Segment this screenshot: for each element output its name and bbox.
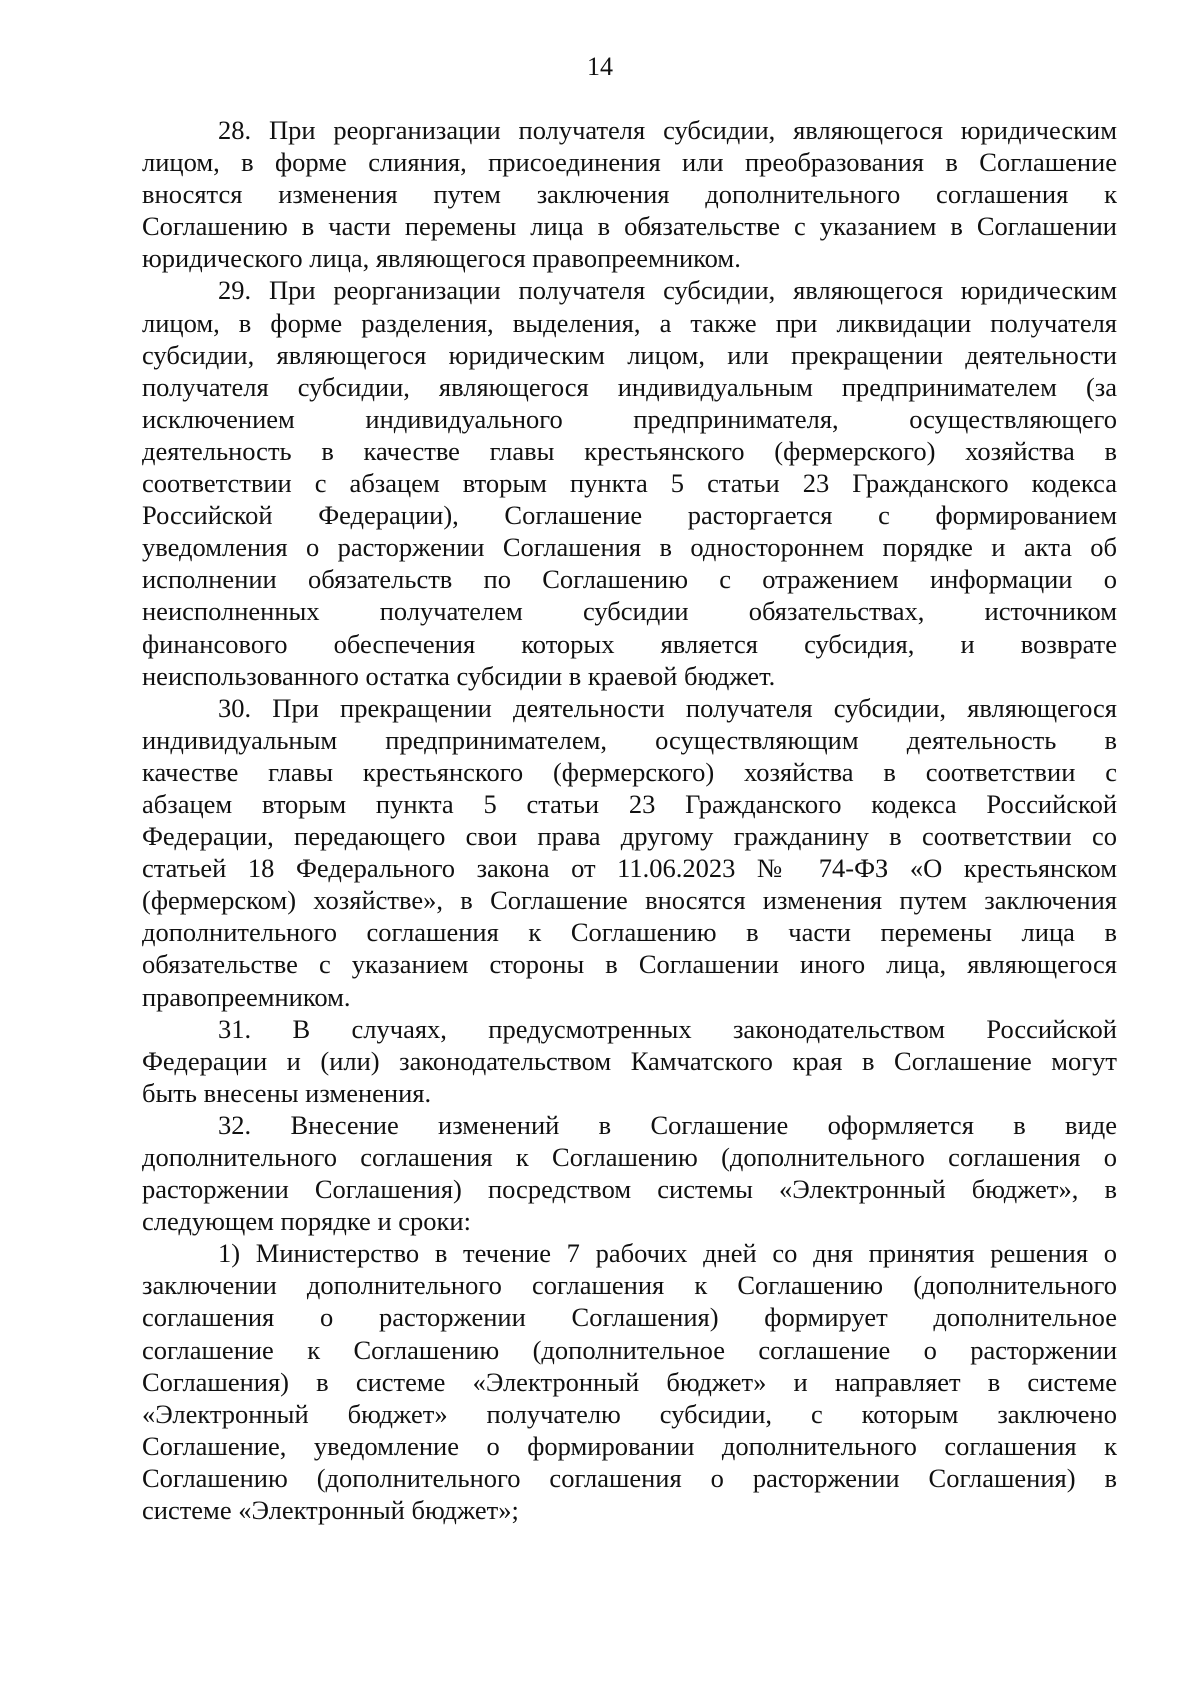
text-line: получателя субсидии, являющегося индивидуальным предпринимателем (за (142, 371, 1117, 402)
text-line: соответствии с абзацем вторым пункта 5 статьи 23 Гражданского кодекса (142, 468, 1117, 499)
text-line: «Электронный бюджет» получателю субсидии, с которым заключено (142, 1398, 1117, 1429)
text-line: субсидии, являющегося юридическим лицом, или прекращении деятельности (142, 339, 1117, 370)
text-line: юридического лица, являющегося правопреемником. (142, 243, 741, 274)
text-line: лицом, в форме слияния, присоединения или преобразования в Соглашение (142, 147, 1117, 178)
text-line: Соглашению в части перемены лица в обязательстве с указанием в Соглашении (142, 211, 1117, 242)
paragraph-first-line: 29. При реорганизации получателя субсидии, являющегося юридическим (218, 275, 1117, 306)
text-line: Соглашению (дополнительного соглашения о расторжении Соглашения) в (142, 1462, 1117, 1493)
paragraph-first-line: 30. При прекращении деятельности получателя субсидии, являющегося (218, 692, 1117, 723)
text-line: обязательстве с указанием стороны в Соглашении иного лица, являющегося (142, 949, 1117, 980)
text-line: расторжении Соглашения) посредством системы «Электронный бюджет», в (142, 1174, 1117, 1205)
text-line: Федерации, передающего свои права другому гражданину в соответствии со (142, 821, 1117, 852)
text-line: исключением индивидуального предпринимателя, осуществляющего (142, 403, 1117, 434)
text-line: следующем порядке и сроки: (142, 1206, 471, 1237)
text-line: Российской Федерации), Соглашение расторгается с формированием (142, 500, 1117, 531)
text-line: качестве главы крестьянского (фермерского) хозяйства в соответствии с (142, 756, 1117, 787)
text-line: системе «Электронный бюджет»; (142, 1495, 519, 1526)
text-line: дополнительного соглашения к Соглашению в части перемены лица в (142, 917, 1117, 948)
text-line: уведомления о расторжении Соглашения в одностороннем порядке и акта об (142, 532, 1117, 563)
document-body (142, 114, 1117, 1526)
paragraph-first-line: 1) Министерство в течение 7 рабочих дней со дня принятия решения о (218, 1238, 1117, 1269)
page-number: 14 (587, 52, 613, 81)
text-line: Соглашение, уведомление о формировании дополнительного соглашения к (142, 1430, 1117, 1461)
paragraph-first-line: 31. В случаях, предусмотренных законодательством Российской (218, 1013, 1117, 1044)
paragraph-first-line: 32. Внесение изменений в Соглашение оформляется в виде (218, 1109, 1117, 1140)
text-line: дополнительного соглашения к Соглашению (дополнительного соглашения о (142, 1142, 1117, 1172)
text-line: Соглашения) в системе «Электронный бюджет» и направляет в системе (142, 1366, 1117, 1397)
text-line: индивидуальным предпринимателем, осуществляющим деятельность в (142, 724, 1117, 755)
text-line: абзацем вторым пункта 5 статьи 23 Гражданского кодекса Российской (142, 788, 1117, 819)
text-line: неисполненных получателем субсидии обязательствах, источником (142, 596, 1117, 627)
text-line: исполнении обязательств по Соглашению с отражением информации о (142, 564, 1117, 595)
text-line: быть внесены изменения. (142, 1077, 432, 1108)
paragraph-first-line: 28. При реорганизации получателя субсидии, являющегося юридическим (218, 115, 1117, 145)
text-line: соглашения о расторжении Соглашения) формирует дополнительное (142, 1302, 1117, 1333)
text-line: финансового обеспечения которых является субсидия, и возврате (142, 628, 1117, 659)
text-line: деятельность в качестве главы крестьянского (фермерского) хозяйства в (142, 435, 1117, 466)
text-line: заключении дополнительного соглашения к Соглашению (дополнительного (142, 1270, 1117, 1301)
text-line: (фермерском) хозяйстве», в Соглашение вносятся изменения путем заключения (142, 885, 1117, 916)
text-line: статьей 18 Федерального закона от 11.06.2023 № 74-ФЗ «О крестьянском (142, 853, 1117, 884)
text-line: правопреемником. (142, 981, 351, 1012)
text-line: соглашение к Соглашению (дополнительное соглашение о расторжении (142, 1334, 1117, 1365)
text-line: лицом, в форме разделения, выделения, а также при ликвидации получателя (142, 307, 1117, 338)
text-line: Федерации и (или) законодательством Камчатского края в Соглашение могут (142, 1045, 1117, 1076)
text-line: вносятся изменения путем заключения дополнительного соглашения к (142, 179, 1117, 210)
text-line: неиспользованного остатка субсидии в краевой бюджет. (142, 660, 776, 691)
